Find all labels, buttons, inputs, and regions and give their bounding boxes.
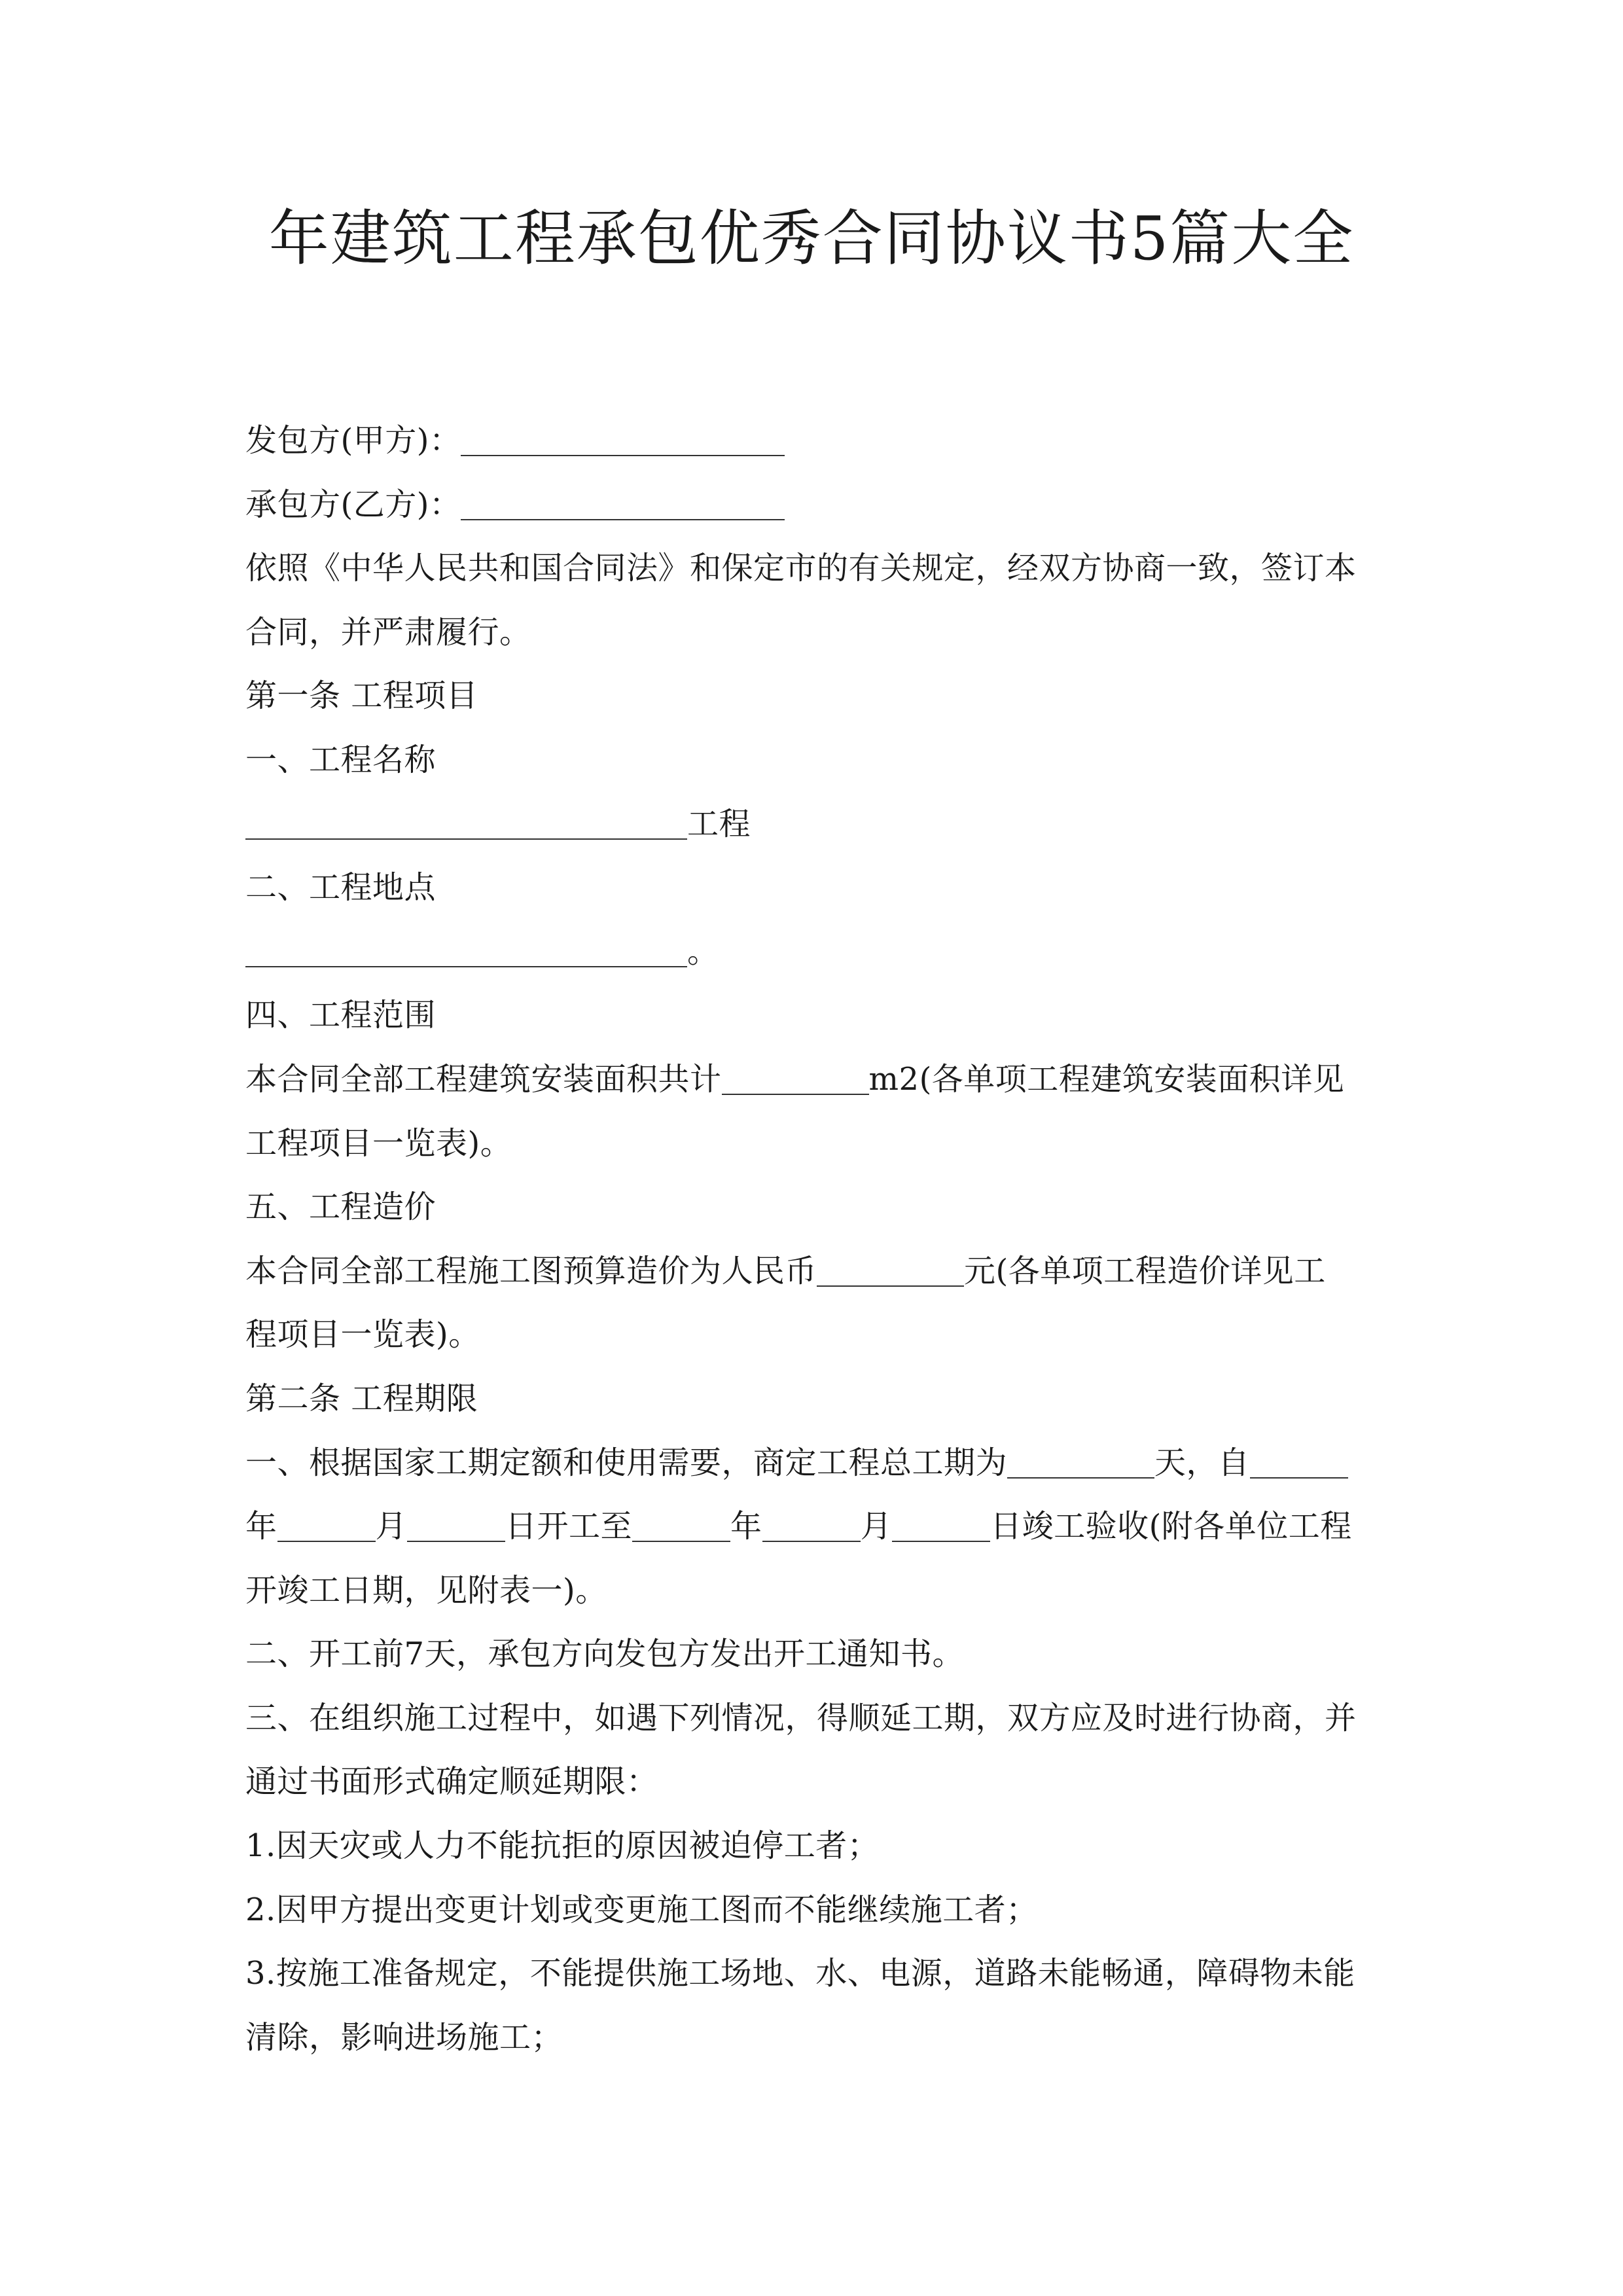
project-location-suffix: 。 (687, 933, 719, 970)
delay-case-3-line-2: 清除，影响进场施工； (245, 2018, 563, 2056)
total-days-blank (1007, 1438, 1154, 1479)
area-blank (722, 1054, 869, 1095)
party-b-line (245, 473, 1381, 537)
scope-text-before: 本合同全部工程建筑安装面积共计 (245, 1060, 722, 1098)
delay-case-3-line-1: 3.按施工准备规定，不能提供施工场地、水、电源，道路未能畅通，障碍物未能 (245, 1955, 1355, 1992)
start-day-blank (407, 1501, 505, 1542)
end-year-label: 年 (730, 1508, 762, 1545)
cost-text-before: 本合同全部工程施工图预算造价为人民币 (245, 1252, 817, 1289)
cost-text-after: 元(各单项工程造价详见工 (964, 1252, 1326, 1289)
delay-line-1: 三、在组织施工过程中，如遇下列情况，得顺延工期，双方应及时进行协商，并 (245, 1699, 1357, 1736)
document-body (245, 409, 1381, 2070)
end-day-label: 日竣工验收(附各单位工程 (990, 1508, 1352, 1545)
end-month-label: 月 (860, 1508, 893, 1545)
period-text-mid: 天，自 (1154, 1444, 1250, 1481)
project-location-line (245, 920, 1381, 984)
cost-line-1 (245, 1240, 1381, 1304)
item-4-label: 四、工程范围 (245, 997, 437, 1034)
item-1-label: 一、工程名称 (245, 741, 437, 778)
article-1-heading: 第一条 工程项目 (245, 677, 478, 715)
party-b-blank (461, 480, 785, 520)
start-month-label: 月 (375, 1508, 408, 1545)
document-title: 年建筑工程承包优秀合同协议书5篇大全 (268, 204, 1355, 274)
project-name-blank (245, 799, 687, 840)
article-2-heading: 第二条 工程期限 (245, 1380, 478, 1417)
project-name-line (245, 793, 1381, 857)
start-day-label: 日开工至 (505, 1508, 633, 1545)
scope-line-2: 工程项目一览表)。 (245, 1124, 512, 1162)
party-a-blank (461, 416, 785, 456)
item-2-label: 二、工程地点 (245, 869, 437, 906)
period-line-1 (245, 1431, 1381, 1496)
start-year-label: 年 (245, 1508, 277, 1545)
period-line-3: 开竣工日期，见附表一)。 (245, 1571, 607, 1609)
item-5-label: 五、工程造价 (245, 1189, 437, 1226)
scope-line-1 (245, 1048, 1381, 1112)
period-line-2 (245, 1495, 1381, 1559)
end-year-blank (632, 1501, 730, 1542)
cost-blank (817, 1246, 964, 1287)
start-year-blank (1250, 1438, 1348, 1479)
party-a-line (245, 409, 1381, 473)
party-b-label: 承包方(乙方)： (245, 486, 461, 523)
end-day-blank (892, 1501, 990, 1542)
intro-line-1: 依照《中华人民共和国合同法》和保定市的有关规定，经双方协商一致，签订本 (245, 550, 1357, 587)
delay-case-2: 2.因甲方提出变更计划或变更施工图而不能继续施工者； (245, 1891, 1038, 1928)
project-location-blank (245, 927, 687, 967)
scope-text-after: m2(各单项工程建筑安装面积详见 (868, 1060, 1345, 1098)
project-name-suffix: 工程 (687, 805, 751, 842)
intro-line-2: 合同，并严肃履行。 (245, 613, 531, 651)
start-month-blank (277, 1501, 376, 1542)
cost-line-2: 程项目一览表)。 (245, 1316, 480, 1354)
delay-line-2: 通过书面形式确定顺延期限： (245, 1763, 658, 1801)
party-a-label: 发包方(甲方)： (245, 422, 461, 459)
delay-case-1: 1.因天灾或人力不能抗拒的原因被迫停工者； (245, 1827, 880, 1865)
period-text-before: 一、根据国家工期定额和使用需要，商定工程总工期为 (245, 1444, 1008, 1481)
end-month-blank (762, 1501, 861, 1542)
notice-line: 二、开工前7天，承包方向发包方发出开工通知书。 (245, 1636, 965, 1673)
